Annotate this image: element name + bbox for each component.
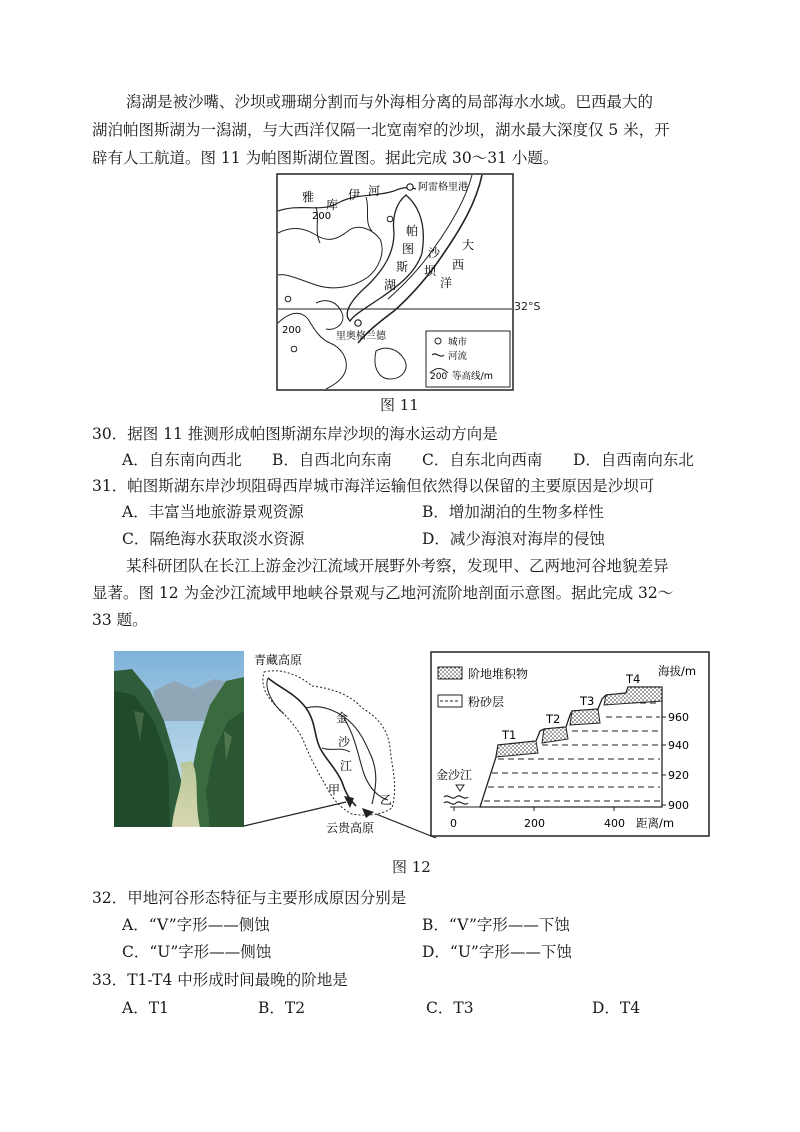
- label-t4: T4: [626, 672, 641, 686]
- label-yungui: 云贵高原: [326, 821, 375, 835]
- intro1-line3: 辟有人工航道。图 11 为帕图斯湖位置图。据此完成 30～31 小题。: [92, 149, 559, 167]
- q33-option-d[interactable]: D．T4: [592, 999, 641, 1017]
- q30-option-a[interactable]: A．自东南向西北: [122, 451, 242, 469]
- label-t2: T2: [546, 712, 561, 726]
- legend-contour-num: 200: [430, 372, 448, 382]
- fig11-legend: [426, 331, 510, 387]
- q30-option-d[interactable]: D．自西南向东北: [573, 451, 694, 469]
- intro1-line1: 潟湖是被沙嘴、沙坝或珊瑚分割而与外海相分离的局部海水水域。巴西最大的: [126, 93, 654, 111]
- legend-city: 城市: [448, 337, 468, 348]
- label-yi: 乙: [380, 793, 393, 807]
- label-da: 大: [462, 238, 475, 252]
- q32-option-b[interactable]: B．“V”字形——下蚀: [422, 916, 570, 934]
- q31-option-c[interactable]: C．隔绝海水获取淡水资源: [122, 530, 305, 548]
- q33-option-c[interactable]: C．T3: [426, 999, 474, 1017]
- intro1-line2: 湖泊帕图斯湖为一潟湖，与大西洋仅隔一北宽南窄的沙坝，湖水最大深度仅 5 米，开: [92, 121, 670, 139]
- intro2-line1: 某科研团队在长江上游金沙江流域开展野外考察，发现甲、乙两地河谷地貌差异: [126, 557, 669, 575]
- legend-deposit-swatch: [438, 667, 462, 679]
- q31-stem: 31．帕图斯湖东岸沙坝阻碍西岸城市海洋运输但依然得以保留的主要原因是沙坝可: [92, 477, 655, 495]
- mark-yi: [362, 808, 374, 818]
- label-he: 河: [368, 184, 381, 198]
- label-porto-alegre: 阿雷格里港: [418, 182, 468, 193]
- intro2-line3: 33 题。: [92, 611, 148, 629]
- label-jinsha-river: 金沙江: [436, 768, 473, 782]
- label-tu: 图: [402, 242, 415, 256]
- intro2-line2: 显著。图 12 为金沙江流域甲地峡谷景观与乙地河流阶地剖面示意图。据此完成 32～: [92, 584, 674, 602]
- q32-option-c[interactable]: C．“U”字形——侧蚀: [122, 943, 272, 961]
- fig12-caption: 图 12: [392, 858, 431, 876]
- fig11-map: [276, 173, 514, 391]
- city-rio-grande: [355, 320, 361, 326]
- label-ba: 坝: [424, 264, 437, 278]
- q30-stem: 30．据图 11 推测形成帕图斯湖东岸沙坝的海水运动方向是: [92, 425, 498, 443]
- label-ku: 库: [326, 198, 339, 212]
- label-t3: T3: [580, 694, 595, 708]
- label-jin: 金: [336, 711, 349, 725]
- fig12-terrace-profile: [430, 651, 710, 837]
- label-jia: 甲: [328, 783, 341, 797]
- q31-option-a[interactable]: A．丰富当地旅游景观资源: [122, 503, 304, 521]
- x-axis-label: 距离/m: [636, 816, 675, 830]
- q31-option-d[interactable]: D．减少海浪对海岸的侵蚀: [422, 530, 605, 548]
- label-ya: 雅: [302, 190, 315, 204]
- label-qinghai: 青藏高原: [254, 653, 303, 667]
- q32-option-d[interactable]: D．“U”字形——下蚀: [422, 943, 572, 961]
- label-jiang: 江: [340, 759, 353, 773]
- label-32s: 32°S: [514, 300, 541, 313]
- label-si: 斯: [396, 260, 409, 274]
- label-contour-200a: 200: [312, 211, 332, 222]
- legend-river: 河流: [448, 351, 468, 362]
- deposit-t3: [570, 709, 600, 725]
- ytick-960: 960: [668, 711, 689, 724]
- q31-option-b[interactable]: B．增加湖泊的生物多样性: [422, 503, 604, 521]
- label-yi: 伊: [348, 188, 361, 202]
- legend-deposit: 阶地堆积物: [468, 667, 529, 681]
- q33-option-b[interactable]: B．T2: [258, 999, 306, 1017]
- label-yang: 洋: [440, 276, 453, 290]
- y-axis-label: 海拔/m: [658, 664, 697, 678]
- fig12-river-map: [240, 648, 440, 848]
- fig11-caption: 图 11: [380, 396, 419, 414]
- label-contour-200b: 200: [282, 325, 302, 336]
- q30-option-c[interactable]: C．自东北向西南: [422, 451, 543, 469]
- legend-city-icon: [435, 338, 441, 344]
- fig12-gorge-photo: [114, 651, 244, 827]
- xtick-400: 400: [604, 817, 625, 830]
- xtick-200: 200: [524, 817, 545, 830]
- legend-silt: 粉砂层: [468, 695, 505, 709]
- city-porto-alegre: [407, 184, 413, 190]
- ytick-920: 920: [668, 769, 689, 782]
- label-t1: T1: [502, 728, 517, 742]
- label-hu: 湖: [384, 278, 397, 292]
- xtick-0: 0: [450, 817, 457, 830]
- label-rio-grande: 里奥格兰德: [336, 331, 386, 342]
- ytick-900: 900: [668, 799, 689, 812]
- q33-option-a[interactable]: A．T1: [122, 999, 169, 1017]
- q32-stem: 32．甲地河谷形态特征与主要形成原因分别是: [92, 889, 407, 907]
- q32-option-a[interactable]: A．“V”字形——侧蚀: [122, 916, 270, 934]
- q30-option-b[interactable]: B．自西北向东南: [272, 451, 392, 469]
- legend-contour: 等高线/m: [452, 371, 493, 382]
- label-sha-river: 沙: [338, 735, 351, 749]
- label-xi: 西: [452, 258, 465, 272]
- q33-stem: 33．T1-T4 中形成时间最晚的阶地是: [92, 971, 348, 989]
- label-sha: 沙: [428, 246, 441, 260]
- label-pa: 帕: [406, 224, 419, 238]
- ytick-940: 940: [668, 739, 689, 752]
